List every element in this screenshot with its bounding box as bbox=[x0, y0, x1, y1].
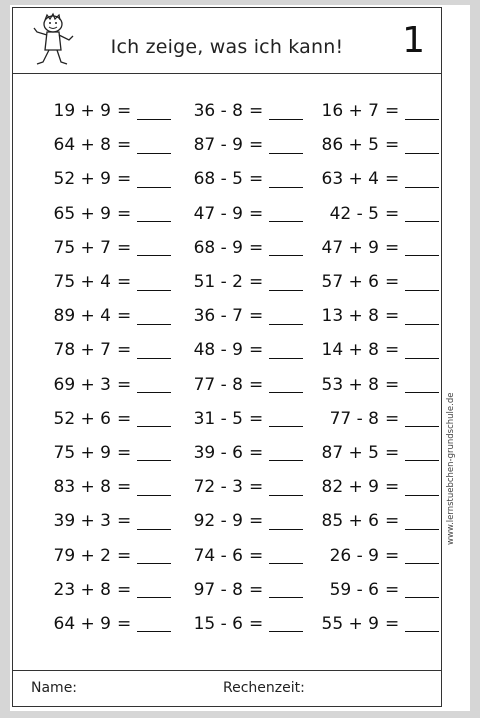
task-expression: 36 - 7 bbox=[193, 306, 243, 327]
math-task bbox=[41, 162, 173, 196]
math-task bbox=[41, 333, 173, 367]
equals-sign: = bbox=[117, 442, 132, 463]
equals-sign: = bbox=[385, 477, 400, 498]
task-expression: 36 - 8 bbox=[193, 101, 243, 122]
answer-blank[interactable] bbox=[137, 615, 171, 632]
task-expression: 79 + 2 bbox=[53, 545, 111, 566]
equals-sign: = bbox=[249, 511, 264, 532]
task-expression: 39 + 3 bbox=[53, 511, 111, 532]
math-task bbox=[41, 368, 173, 402]
math-task bbox=[41, 573, 173, 607]
equals-sign: = bbox=[117, 203, 132, 224]
answer-blank[interactable] bbox=[405, 103, 439, 120]
equals-sign: = bbox=[117, 408, 132, 429]
answer-blank[interactable] bbox=[405, 547, 439, 564]
answer-blank[interactable] bbox=[269, 513, 303, 530]
math-task bbox=[173, 128, 309, 162]
task-expression: 59 - 6 bbox=[329, 579, 379, 600]
task-expression: 77 - 8 bbox=[329, 408, 379, 429]
math-task bbox=[309, 265, 439, 299]
answer-blank[interactable] bbox=[269, 581, 303, 598]
answer-blank[interactable] bbox=[137, 444, 171, 461]
equals-sign: = bbox=[385, 340, 400, 361]
math-task bbox=[309, 538, 439, 572]
answer-blank[interactable] bbox=[269, 308, 303, 325]
equals-sign: = bbox=[117, 101, 132, 122]
answer-blank[interactable] bbox=[137, 342, 171, 359]
math-task bbox=[173, 573, 309, 607]
equals-sign: = bbox=[249, 203, 264, 224]
math-task bbox=[173, 436, 309, 470]
task-expression: 77 - 8 bbox=[193, 374, 243, 395]
equals-sign: = bbox=[249, 477, 264, 498]
math-task bbox=[41, 607, 173, 641]
equals-sign: = bbox=[117, 511, 132, 532]
answer-blank[interactable] bbox=[137, 410, 171, 427]
worksheet-frame bbox=[12, 7, 442, 707]
task-expression: 14 + 8 bbox=[321, 340, 379, 361]
math-task bbox=[309, 128, 439, 162]
task-expression: 64 + 9 bbox=[53, 613, 111, 634]
task-expression: 52 + 9 bbox=[53, 169, 111, 190]
task-expression: 13 + 8 bbox=[321, 306, 379, 327]
math-task bbox=[41, 197, 173, 231]
answer-blank[interactable] bbox=[137, 103, 171, 120]
math-task bbox=[309, 162, 439, 196]
task-grid bbox=[41, 94, 439, 641]
math-task bbox=[309, 402, 439, 436]
math-task bbox=[173, 197, 309, 231]
equals-sign: = bbox=[117, 272, 132, 293]
answer-blank[interactable] bbox=[137, 513, 171, 530]
math-task bbox=[41, 128, 173, 162]
equals-sign: = bbox=[249, 237, 264, 258]
task-expression: 68 - 5 bbox=[193, 169, 243, 190]
equals-sign: = bbox=[385, 135, 400, 156]
answer-blank[interactable] bbox=[137, 581, 171, 598]
math-task bbox=[173, 470, 309, 504]
task-expression: 16 + 7 bbox=[321, 101, 379, 122]
math-task bbox=[41, 231, 173, 265]
task-expression: 83 + 8 bbox=[53, 477, 111, 498]
math-task bbox=[173, 402, 309, 436]
equals-sign: = bbox=[249, 340, 264, 361]
task-expression: 85 + 6 bbox=[321, 511, 379, 532]
math-task bbox=[173, 231, 309, 265]
answer-blank[interactable] bbox=[269, 205, 303, 222]
equals-sign: = bbox=[117, 477, 132, 498]
task-expression: 47 + 9 bbox=[321, 237, 379, 258]
math-task bbox=[309, 197, 439, 231]
task-expression: 19 + 9 bbox=[53, 101, 111, 122]
math-task bbox=[309, 470, 439, 504]
equals-sign: = bbox=[385, 579, 400, 600]
equals-sign: = bbox=[385, 306, 400, 327]
equals-sign: = bbox=[117, 545, 132, 566]
equals-sign: = bbox=[385, 442, 400, 463]
math-task bbox=[173, 265, 309, 299]
math-task bbox=[173, 504, 309, 538]
task-expression: 39 - 6 bbox=[193, 442, 243, 463]
equals-sign: = bbox=[117, 340, 132, 361]
task-expression: 55 + 9 bbox=[321, 613, 379, 634]
math-task bbox=[309, 607, 439, 641]
math-task bbox=[309, 231, 439, 265]
answer-blank[interactable] bbox=[269, 615, 303, 632]
equals-sign: = bbox=[117, 579, 132, 600]
task-expression: 89 + 4 bbox=[53, 306, 111, 327]
task-expression: 52 + 6 bbox=[53, 408, 111, 429]
task-expression: 63 + 4 bbox=[321, 169, 379, 190]
task-expression: 86 + 5 bbox=[321, 135, 379, 156]
task-expression: 75 + 4 bbox=[53, 272, 111, 293]
name-label: Name: bbox=[31, 680, 78, 696]
answer-blank[interactable] bbox=[137, 205, 171, 222]
equals-sign: = bbox=[385, 374, 400, 395]
answer-blank[interactable] bbox=[405, 239, 439, 256]
equals-sign: = bbox=[249, 306, 264, 327]
equals-sign: = bbox=[385, 545, 400, 566]
task-expression: 78 + 7 bbox=[53, 340, 111, 361]
answer-blank[interactable] bbox=[405, 513, 439, 530]
math-task bbox=[309, 436, 439, 470]
math-task bbox=[173, 368, 309, 402]
task-expression: 75 + 7 bbox=[53, 237, 111, 258]
equals-sign: = bbox=[117, 374, 132, 395]
task-expression: 69 + 3 bbox=[53, 374, 111, 395]
answer-blank[interactable] bbox=[137, 376, 171, 393]
task-expression: 68 - 9 bbox=[193, 237, 243, 258]
task-expression: 65 + 9 bbox=[53, 203, 111, 224]
answer-blank[interactable] bbox=[405, 274, 439, 291]
answer-blank[interactable] bbox=[405, 479, 439, 496]
math-task bbox=[173, 299, 309, 333]
answer-blank[interactable] bbox=[137, 274, 171, 291]
task-expression: 72 - 3 bbox=[193, 477, 243, 498]
worksheet bbox=[10, 5, 470, 711]
side-credit: www.lernstuebchen-grundschule.de bbox=[446, 392, 456, 545]
task-expression: 42 - 5 bbox=[329, 203, 379, 224]
task-expression: 87 + 5 bbox=[321, 442, 379, 463]
math-task bbox=[41, 538, 173, 572]
equals-sign: = bbox=[385, 237, 400, 258]
equals-sign: = bbox=[117, 135, 132, 156]
answer-blank[interactable] bbox=[405, 342, 439, 359]
answer-blank[interactable] bbox=[137, 137, 171, 154]
task-expression: 15 - 6 bbox=[193, 613, 243, 634]
equals-sign: = bbox=[249, 579, 264, 600]
math-task bbox=[41, 402, 173, 436]
equals-sign: = bbox=[385, 272, 400, 293]
math-task bbox=[309, 368, 439, 402]
math-task bbox=[173, 607, 309, 641]
task-expression: 82 + 9 bbox=[321, 477, 379, 498]
sheet-number: 1 bbox=[402, 20, 425, 61]
math-task bbox=[173, 94, 309, 128]
math-task bbox=[309, 299, 439, 333]
math-task bbox=[41, 299, 173, 333]
answer-blank[interactable] bbox=[405, 137, 439, 154]
answer-blank[interactable] bbox=[405, 444, 439, 461]
answer-blank[interactable] bbox=[137, 547, 171, 564]
math-task bbox=[41, 94, 173, 128]
equals-sign: = bbox=[385, 613, 400, 634]
answer-blank[interactable] bbox=[405, 376, 439, 393]
equals-sign: = bbox=[385, 203, 400, 224]
math-task bbox=[173, 538, 309, 572]
equals-sign: = bbox=[117, 169, 132, 190]
answer-blank[interactable] bbox=[269, 342, 303, 359]
answer-blank[interactable] bbox=[405, 615, 439, 632]
answer-blank[interactable] bbox=[269, 171, 303, 188]
equals-sign: = bbox=[385, 169, 400, 190]
task-expression: 26 - 9 bbox=[329, 545, 379, 566]
task-expression: 97 - 8 bbox=[193, 579, 243, 600]
math-task bbox=[41, 265, 173, 299]
worksheet-header bbox=[13, 8, 441, 74]
equals-sign: = bbox=[385, 408, 400, 429]
answer-blank[interactable] bbox=[269, 137, 303, 154]
equals-sign: = bbox=[249, 135, 264, 156]
equals-sign: = bbox=[385, 511, 400, 532]
equals-sign: = bbox=[117, 613, 132, 634]
answer-blank[interactable] bbox=[269, 103, 303, 120]
worksheet-footer bbox=[13, 670, 441, 706]
math-task bbox=[173, 162, 309, 196]
math-task bbox=[173, 333, 309, 367]
equals-sign: = bbox=[249, 545, 264, 566]
equals-sign: = bbox=[249, 374, 264, 395]
task-expression: 64 + 8 bbox=[53, 135, 111, 156]
math-task bbox=[41, 504, 173, 538]
task-expression: 47 - 9 bbox=[193, 203, 243, 224]
worksheet-title: Ich zeige, was ich kann! bbox=[110, 36, 344, 58]
answer-blank[interactable] bbox=[405, 410, 439, 427]
math-task bbox=[309, 333, 439, 367]
equals-sign: = bbox=[249, 442, 264, 463]
equals-sign: = bbox=[117, 237, 132, 258]
answer-blank[interactable] bbox=[137, 479, 171, 496]
math-task bbox=[41, 470, 173, 504]
answer-blank[interactable] bbox=[269, 274, 303, 291]
task-expression: 87 - 9 bbox=[193, 135, 243, 156]
answer-blank[interactable] bbox=[269, 444, 303, 461]
task-expression: 74 - 6 bbox=[193, 545, 243, 566]
answer-blank[interactable] bbox=[405, 308, 439, 325]
answer-blank[interactable] bbox=[269, 239, 303, 256]
answer-blank[interactable] bbox=[405, 581, 439, 598]
math-task bbox=[309, 94, 439, 128]
answer-blank[interactable] bbox=[405, 205, 439, 222]
time-label: Rechenzeit: bbox=[223, 680, 305, 696]
task-expression: 92 - 9 bbox=[193, 511, 243, 532]
equals-sign: = bbox=[385, 101, 400, 122]
task-expression: 48 - 9 bbox=[193, 340, 243, 361]
answer-blank[interactable] bbox=[405, 171, 439, 188]
task-expression: 75 + 9 bbox=[53, 442, 111, 463]
answer-blank[interactable] bbox=[269, 479, 303, 496]
math-task bbox=[309, 573, 439, 607]
answer-blank[interactable] bbox=[137, 239, 171, 256]
equals-sign: = bbox=[117, 306, 132, 327]
task-expression: 51 - 2 bbox=[193, 272, 243, 293]
answer-blank[interactable] bbox=[269, 547, 303, 564]
equals-sign: = bbox=[249, 101, 264, 122]
equals-sign: = bbox=[249, 169, 264, 190]
equals-sign: = bbox=[249, 272, 264, 293]
math-task bbox=[41, 436, 173, 470]
task-expression: 57 + 6 bbox=[321, 272, 379, 293]
equals-sign: = bbox=[249, 408, 264, 429]
equals-sign: = bbox=[249, 613, 264, 634]
task-expression: 23 + 8 bbox=[53, 579, 111, 600]
answer-blank[interactable] bbox=[137, 308, 171, 325]
task-expression: 53 + 8 bbox=[321, 374, 379, 395]
math-task bbox=[309, 504, 439, 538]
answer-blank[interactable] bbox=[137, 171, 171, 188]
answer-blank[interactable] bbox=[269, 376, 303, 393]
answer-blank[interactable] bbox=[269, 410, 303, 427]
task-expression: 31 - 5 bbox=[193, 408, 243, 429]
